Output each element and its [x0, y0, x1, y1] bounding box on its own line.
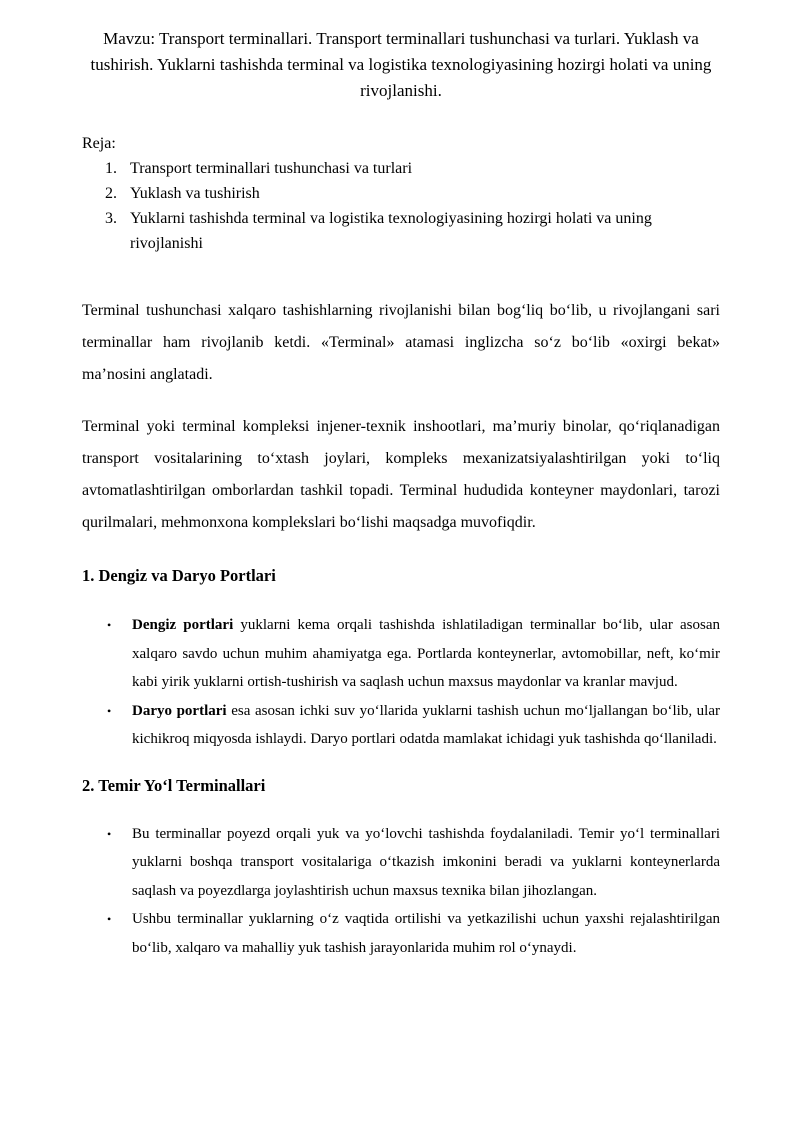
plan-item	[82, 181, 720, 206]
bullet-text	[132, 820, 720, 906]
list-item	[82, 820, 720, 906]
plan-item-number: 2.	[105, 185, 117, 202]
list-item	[82, 905, 720, 962]
plan-item	[82, 206, 720, 256]
bullet-body-text: Bu terminallar poyezd orqali yuk va yoʻlovchi tashishda foydalaniladi. Temir yoʻl terminallari yuklarni boshqa transport vositalariga oʻtkazish imkonini beradi va yuklarni konteynerlarda saqlash va poyezdlarga joylashtirish uchun maxsus texnika bilan jihozlangan.	[132, 825, 720, 899]
body-paragraph: Terminal yoki terminal kompleksi injener-texnik inshootlari, maʼmuriy binolar, qoʻriqlanadigan transport vositalarining toʻxtash joylari, kompleks mexanizatsiyalashtirilgan yoki toʻliq avtomatlashtirilgan omborlardan tashkil topadi. Terminal hududida konteyner maydonlari, tarozi qurilmalari, mehmonxona komplekslari boʻlishi maqsadga muvofiqdir.	[82, 418, 720, 531]
list-item	[82, 611, 720, 697]
plan-item-number: 3.	[105, 210, 117, 227]
plan-item	[82, 156, 720, 181]
plan-item-number: 1.	[105, 160, 117, 177]
bullet-body-text: Ushbu terminallar yuklarning oʻz vaqtida ortilishi va yetkazilishi uchun yaxshi rejalashtirilgan boʻlib, xalqaro va mahalliy yuk tashish jarayonlarida muhim rol oʻynaydi.	[132, 911, 720, 956]
bullet-body-text: esa asosan ichki suv yoʻllarida yuklarni tashish uchun moʻljallangan boʻlib, ular kichikroq miqyosda ishlaydi. Daryo portlari odatda mamlakat ichidagi yuk tashishda qoʻllaniladi.	[132, 702, 720, 747]
bullet-icon: •	[107, 912, 112, 926]
bullet-list	[82, 611, 720, 754]
plan-item-text: Yuklash va tushirish	[130, 185, 260, 202]
section-heading-railway-terminals: 2. Temir Yoʻl Terminallari	[82, 775, 266, 795]
bullet-text	[132, 905, 720, 962]
plan-label: Reja:	[82, 135, 116, 152]
plan-item-text: Yuklarni tashishda terminal va logistika texnologiyasining hozirgi holati va uning rivojlanishi	[130, 210, 652, 252]
bullet-icon: •	[107, 826, 112, 841]
plan-list	[82, 156, 720, 256]
bullet-icon: •	[107, 618, 112, 632]
bullet-lead-text: Daryo portlari	[132, 702, 227, 719]
bullet-list	[82, 820, 720, 963]
bullet-lead-text: Dengiz portlari	[132, 617, 234, 633]
bullet-icon: •	[107, 703, 112, 718]
bullet-text	[132, 611, 720, 697]
list-item	[82, 697, 720, 754]
bullet-body-text: yuklarni kema orqali tashishda ishlatiladigan terminallar boʻlib, ular asosan xalqaro savdo uchun muhim ahamiyatga ega. Portlarda konteynerlar, avtomobillar, neft, koʻmir kabi yirik yuklarni ortish-tushirish va saqlash uchun maxsus maydonlar va kranlar mavjud.	[132, 617, 720, 690]
plan-item-text: Transport terminallari tushunchasi va turlari	[130, 160, 413, 177]
bullet-text	[132, 697, 720, 754]
section-heading-sea-river-ports: 1. Dengiz va Daryo Portlari	[82, 566, 276, 585]
body-paragraph: Terminal tushunchasi xalqaro tashishlarning rivojlanishi bilan bogʻliq boʻlib, u rivojlangani sari terminallar ham rivojlanib ketdi. «Terminal» atamasi inglizcha soʻz boʻlib «oxirgi bekat» maʼnosini anglatadi.	[82, 302, 720, 383]
document-title: Mavzu: Transport terminallari. Transport terminallari tushunchasi va turlari. Yuklash va tushirish. Yuklarni tashishda terminal va logistika texnologiyasining hozirgi holati va uning rivojlanishi.	[90, 29, 712, 100]
plan-section	[82, 131, 720, 256]
